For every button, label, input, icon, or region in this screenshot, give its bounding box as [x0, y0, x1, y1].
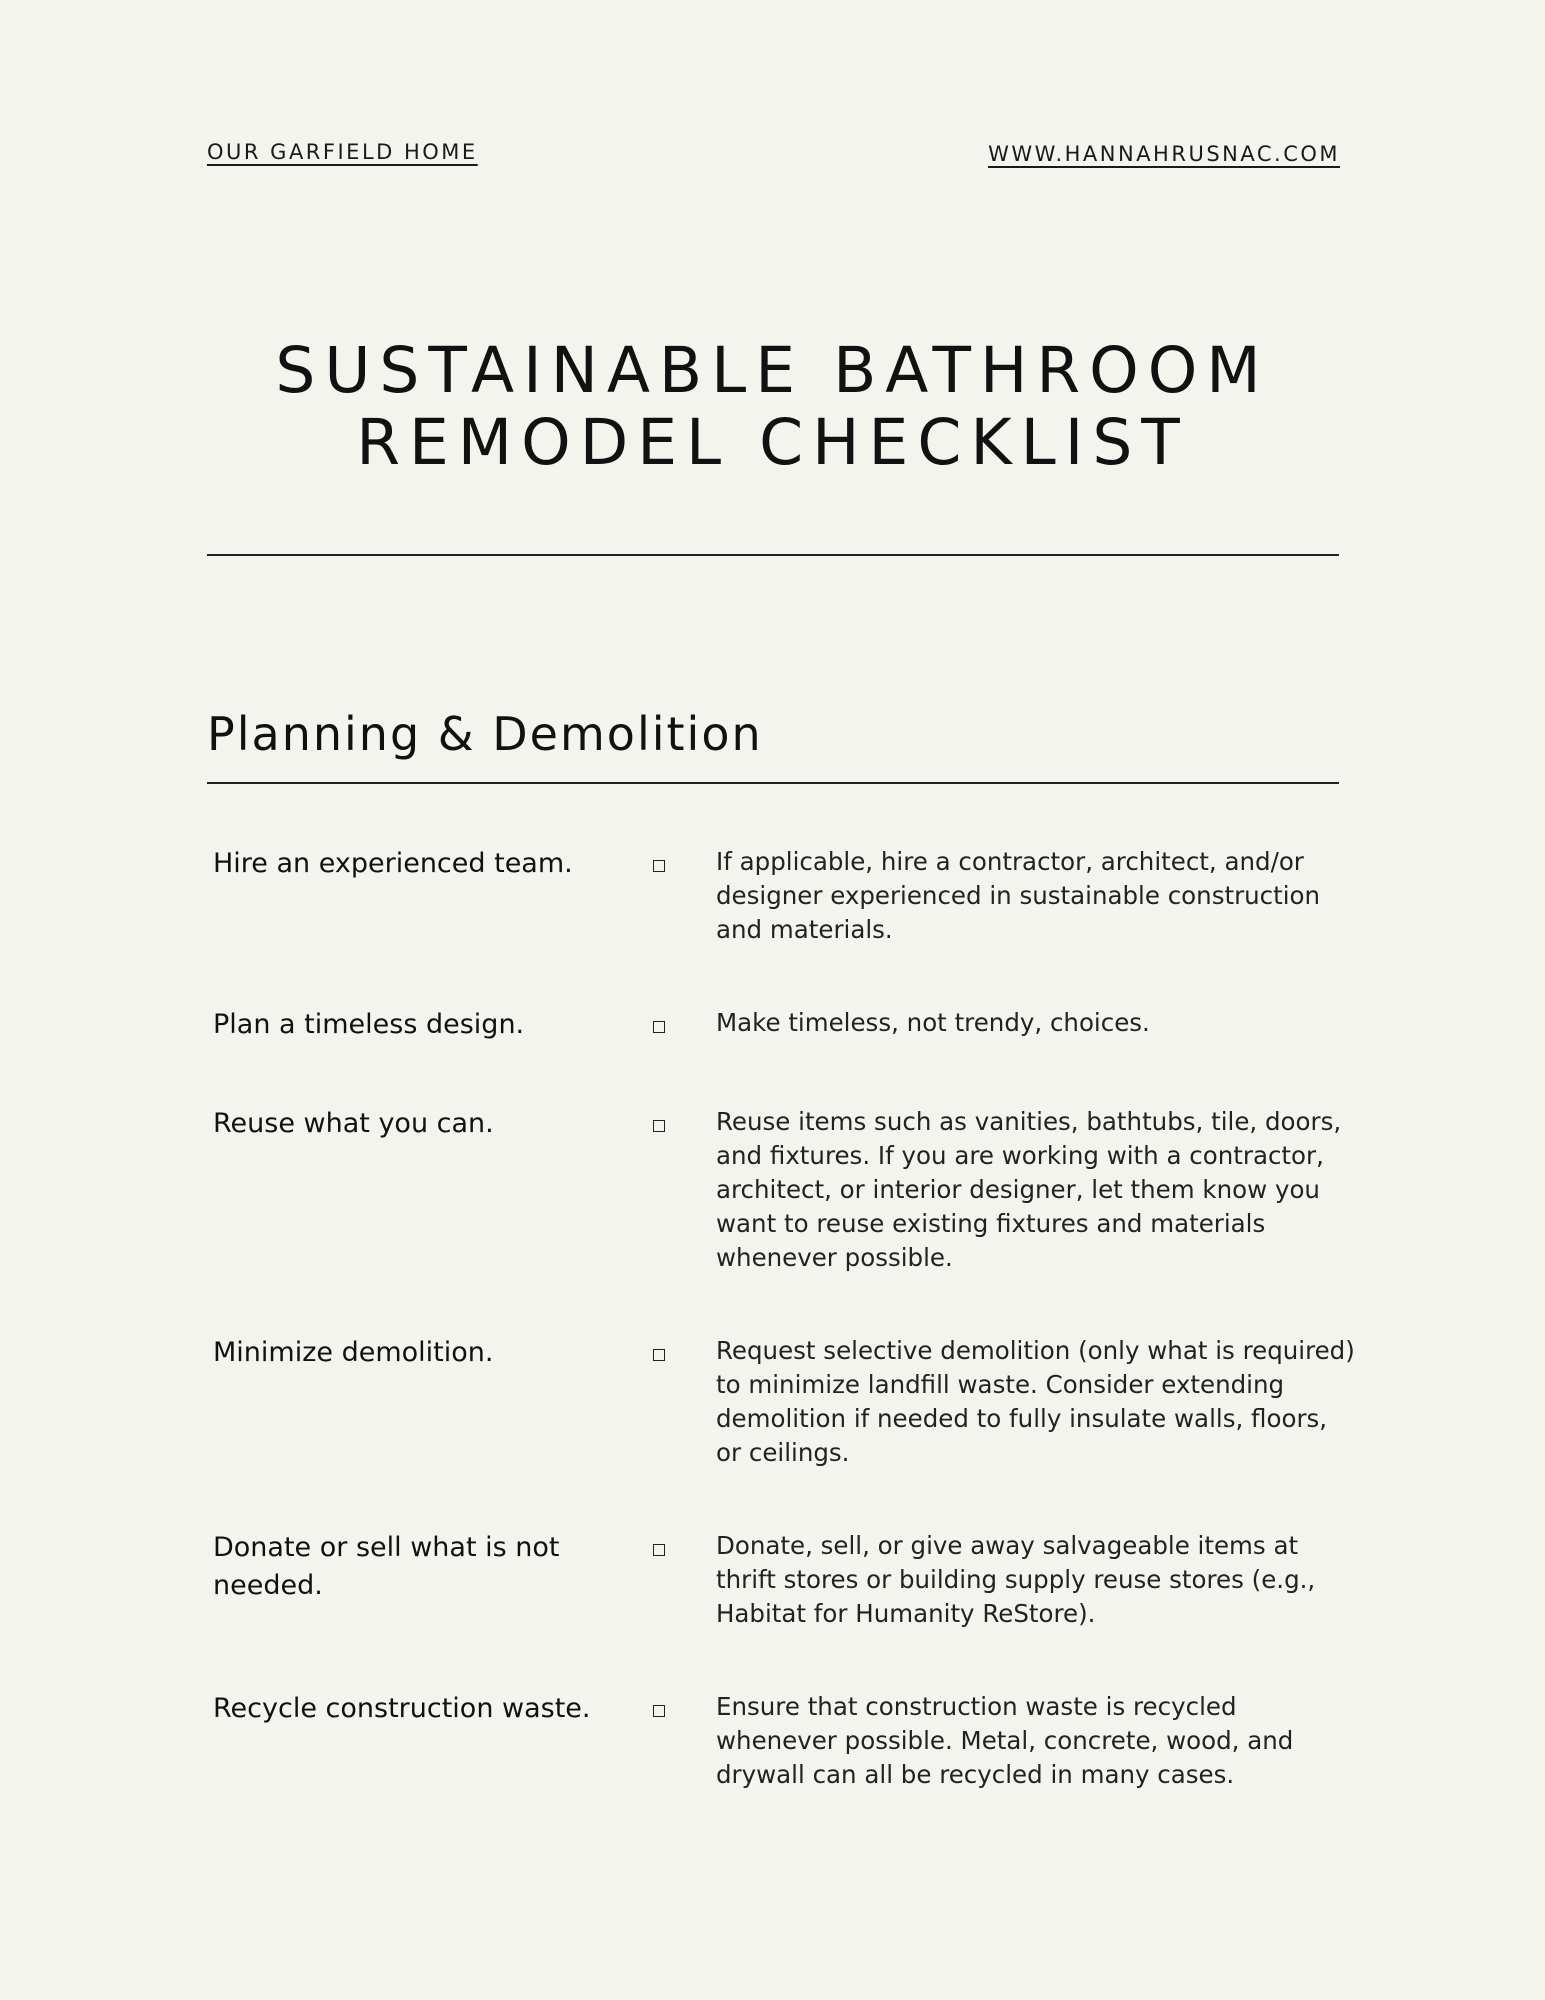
checklist-item-description: If applicable, hire a contractor, architect, and/or designer experienced in sustainable construction and materials.: [716, 847, 1321, 944]
checkbox[interactable]: [653, 860, 665, 872]
section-divider: [207, 782, 1339, 784]
title-divider: [207, 554, 1339, 556]
page-title: [0, 335, 1545, 479]
checklist-item-description: Reuse items such as vanities, bathtubs, tile, doors, and fixtures. If you are working with a contractor, architect, or interior designer, let them know you want to reuse existing fixtures and materials whenever possible.: [716, 1107, 1342, 1272]
checklist-item-title: Donate or sell what is not needed.: [213, 1532, 560, 1601]
checklist-item-description: Donate, sell, or give away salvageable items at thrift stores or building supply reuse stores (e.g., Habitat for Humanity ReStore).: [716, 1531, 1316, 1628]
page-title-line-2: REMODEL CHECKLIST: [356, 406, 1189, 479]
checklist-item-title: Hire an experienced team.: [213, 848, 573, 879]
checkbox[interactable]: [653, 1021, 665, 1033]
checkbox[interactable]: [653, 1544, 665, 1556]
checklist-item-description: Ensure that construction waste is recycled whenever possible. Metal, concrete, wood, and drywall can all be recycled in many cases.: [716, 1692, 1294, 1789]
checklist-item-title: Recycle construction waste.: [213, 1693, 591, 1724]
checklist-item-title: Minimize demolition.: [213, 1337, 494, 1368]
section-heading: Planning & Demolition: [207, 707, 763, 761]
page-title-line-1: SUSTAINABLE BATHROOM: [275, 334, 1270, 407]
checkbox[interactable]: [653, 1120, 665, 1132]
checklist-item-description: Make timeless, not trendy, choices.: [716, 1008, 1150, 1037]
checklist-item-description: Request selective demolition (only what is required) to minimize landfill waste. Consider extending demolition if needed to fully insulate walls, floors, or ceilings.: [716, 1336, 1355, 1467]
header-site-name[interactable]: OUR GARFIELD HOME: [207, 140, 478, 164]
checkbox[interactable]: [653, 1705, 665, 1717]
checkbox[interactable]: [653, 1349, 665, 1361]
header-website-link[interactable]: WWW.HANNAHRUSNAC.COM: [988, 142, 1340, 166]
checklist-item-title: Reuse what you can.: [213, 1108, 494, 1139]
checklist-item-title: Plan a timeless design.: [213, 1009, 525, 1040]
